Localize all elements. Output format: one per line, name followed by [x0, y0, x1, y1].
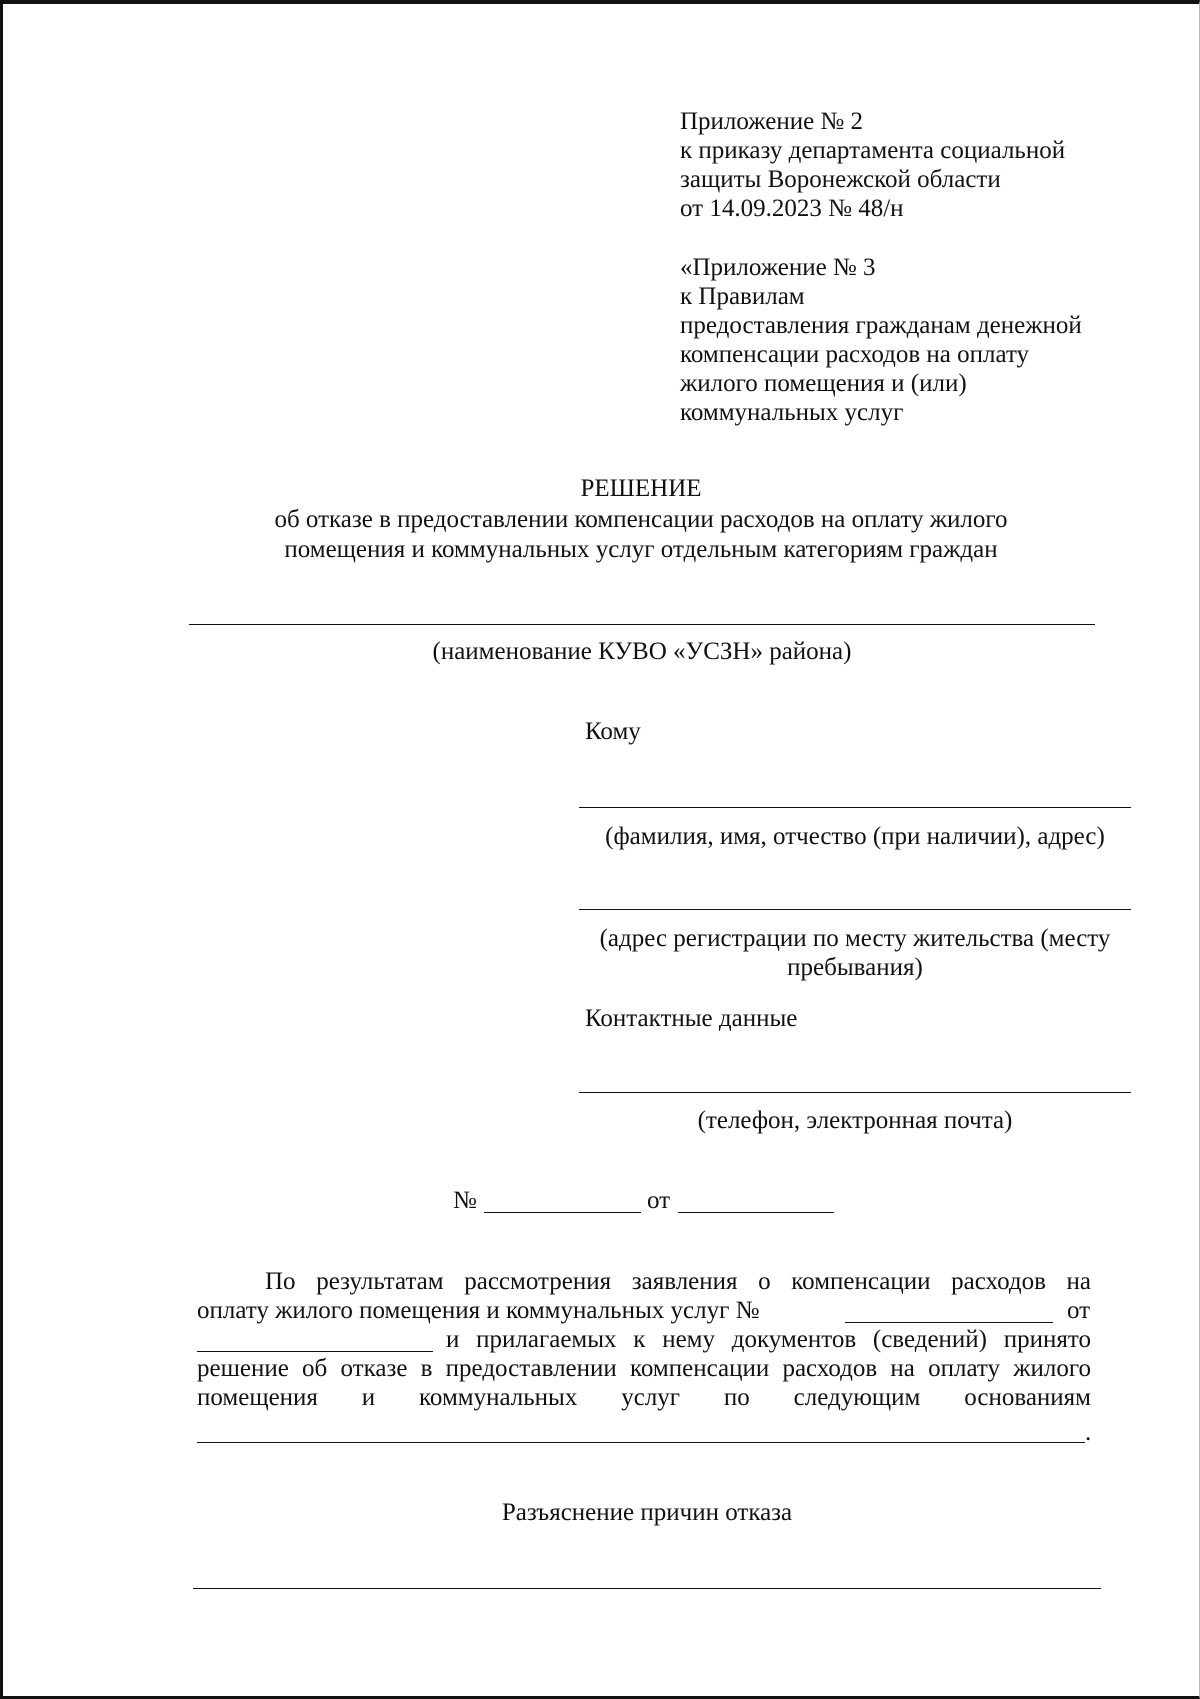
contacts-field-line[interactable]: [579, 1092, 1131, 1093]
org-name-field-line[interactable]: [189, 624, 1095, 625]
recipient-name-field-line[interactable]: [579, 807, 1131, 808]
application-date-field-line[interactable]: [197, 1351, 433, 1352]
recipient-address-field-line[interactable]: [579, 909, 1131, 910]
refusal-grounds-field-line[interactable]: [197, 1442, 1085, 1443]
body-line-1: [197, 1267, 1091, 1296]
contacts-caption: (телефон, электронная почта): [697, 1107, 1013, 1134]
header-line: жилого помещения и (или): [680, 370, 967, 397]
document-subtitle-line1: об отказе в предоставлении компенсации расходов на оплату жилого: [274, 506, 1008, 533]
header-line: предоставления гражданам денежной: [680, 312, 1082, 339]
body-line-2-text: оплату жилого помещения и коммунальных услуг №: [197, 1297, 760, 1324]
header-line: компенсации расходов на оплату: [680, 341, 1030, 368]
recipient-address-caption-line2: пребывания): [787, 954, 923, 981]
application-number-field-line[interactable]: [845, 1322, 1053, 1323]
recipient-address-caption-line1: (адрес регистрации по месту жительства (месту: [599, 925, 1111, 952]
body-line-1-text: По результатам рассмотрения заявления о компенсации расходов на: [265, 1268, 1091, 1295]
header-line: к Правилам: [680, 283, 805, 310]
header-line: Приложение № 2: [680, 108, 864, 135]
decision-number-field-line[interactable]: [484, 1212, 641, 1213]
body-line-3-text: и прилагаемых к нему документов (сведений) принято: [446, 1326, 1091, 1353]
number-date-from: от: [647, 1187, 671, 1214]
body-line-5-text: помещения и коммунальных услуг по следующим основаниям: [197, 1384, 1091, 1411]
body-end-dot: .: [1085, 1419, 1092, 1446]
body-line-5: [197, 1383, 1091, 1412]
recipient-name-caption: (фамилия, имя, отчество (при наличии), адрес): [605, 823, 1105, 850]
header-line: к приказу департамента социальной: [680, 137, 1066, 164]
header-line: «Приложение № 3: [680, 254, 876, 281]
document-title: РЕШЕНИЕ: [580, 475, 702, 502]
explanation-field-line[interactable]: [193, 1588, 1101, 1589]
header-line: коммунальных услуг: [680, 399, 904, 426]
document-subtitle-line2: помещения и коммунальных услуг отдельным категориям граждан: [284, 536, 998, 563]
header-line: защиты Воронежской области: [680, 166, 1001, 193]
decision-date-field-line[interactable]: [678, 1212, 834, 1213]
recipient-label: Кому: [585, 718, 641, 745]
body-line-2-from: от: [1067, 1297, 1091, 1324]
contacts-label: Контактные данные: [585, 1005, 798, 1032]
header-line: от 14.09.2023 № 48/н: [680, 195, 904, 222]
number-sign: №: [453, 1187, 477, 1214]
explanation-title: Разъяснение причин отказа: [501, 1499, 793, 1526]
body-line-4-text: решение об отказе в предоставлении компенсации расходов на оплату жилого: [197, 1355, 1091, 1382]
org-name-caption: (наименование КУВО «УСЗН» района): [432, 638, 852, 665]
